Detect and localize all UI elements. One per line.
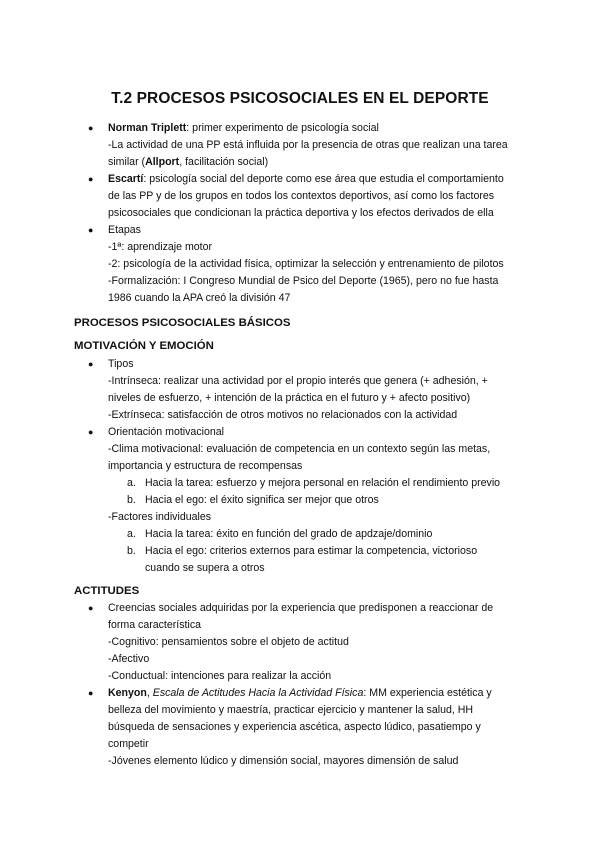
motiv-line: importancia y estructura de recompensas	[108, 460, 303, 472]
motiv-line: -Factores individuales	[108, 511, 212, 523]
term-allport: Allport	[145, 156, 180, 168]
allport-post: , facilitación social)	[179, 156, 269, 168]
actit-line: búsqueda de sensaciones y experiencia ascética, aspecto lúdico, pasatiempo y	[108, 721, 481, 733]
intro-line: de las PP y de los grupos en todos los contextos deportivos, así como los factores	[108, 190, 495, 202]
motiv-line: -Clima motivacional: evaluación de competencia en un contexto según las metas,	[108, 443, 491, 455]
section-heading: PROCESOS PSICOSOCIALES BÁSICOS	[74, 317, 291, 329]
bullet-icon: ●	[88, 174, 94, 184]
escarti-text: : psicología social del deporte como ese área que estudia el comportamiento	[143, 173, 504, 185]
triplett-text: : primer experimento de psicología social	[186, 122, 379, 134]
actit-line: forma característica	[108, 619, 202, 631]
intro-line: -2: psicología de la actividad física, optimizar la selección y entrenamiento de pilotos	[108, 258, 504, 270]
bullet-icon: ●	[88, 427, 94, 437]
actit-line: competir	[108, 738, 149, 750]
bullet-icon: ●	[88, 688, 94, 698]
kenyon-sep: ,	[146, 687, 153, 699]
actit-line: belleza del movimiento y maestría, practicar ejercicio y mantener la salud, HH	[108, 704, 474, 716]
list-number: b.	[127, 545, 136, 557]
list-number: b.	[127, 494, 136, 506]
motiv-tipos: Tipos	[108, 358, 134, 370]
intro-escarti	[108, 172, 504, 186]
sub-item: Hacia el ego: criterios externos para estimar la competencia, victorioso	[145, 545, 478, 557]
intro-triplett	[108, 121, 379, 135]
term-triplett: Norman Triplett	[108, 122, 187, 134]
bullet-icon: ●	[88, 359, 94, 369]
intro-line: -La actividad de una PP está influida por la presencia de otras que realizan una tarea	[108, 139, 508, 151]
section-heading: MOTIVACIÓN Y EMOCIÓN	[74, 340, 214, 352]
actit-line: -Conductual: intenciones para realizar la acción	[108, 670, 332, 682]
term-escarti: Escartí	[108, 173, 144, 185]
motiv-line: -Intrínseca: realizar una actividad por el propio interés que genera (+ adhesión, +	[108, 375, 488, 387]
kenyon-scale-title: Escala de Actitudes Hacia la Actividad Física	[152, 687, 364, 699]
bullet-icon: ●	[88, 225, 94, 235]
actit-line: -Jóvenes elemento lúdico y dimensión social, mayores dimensión de salud	[108, 755, 459, 767]
motiv-line: niveles de esfuerzo, + intención de la práctica en el futuro y + afecto positivo)	[108, 392, 471, 404]
sub-item-cont: cuando se supera a otros	[145, 562, 265, 574]
sub-item: Hacia el ego: el éxito significa ser mejor que otros	[145, 494, 379, 506]
kenyon-text: : MM experiencia estética y	[363, 687, 492, 699]
actit-creencias: Creencias sociales adquiridas por la experiencia que predisponen a reaccionar de	[108, 602, 494, 614]
sub-item: Hacia la tarea: éxito en función del grado de apdzaje/dominio	[145, 528, 433, 540]
intro-allport-line	[108, 155, 268, 169]
actit-kenyon	[108, 686, 492, 700]
intro-line: psicosociales que condicionan la práctica deportiva y los efectos derivados de ella	[108, 207, 494, 219]
list-number: a.	[127, 477, 136, 489]
list-number: a.	[127, 528, 136, 540]
intro-line: -1ª: aprendizaje motor	[108, 241, 213, 253]
sub-item: Hacia la tarea: esfuerzo y mejora personal en relación el rendimiento previo	[145, 477, 501, 489]
page-title: T.2 PROCESOS PSICOSOCIALES EN EL DEPORTE	[111, 90, 489, 107]
intro-line: -Formalización: I Congreso Mundial de Psico del Deporte (1965), pero no fue hasta	[108, 275, 499, 287]
intro-etapas: Etapas	[108, 224, 141, 236]
motiv-line: -Extrínseca: satisfacción de otros motivos no relacionados con la actividad	[108, 409, 458, 421]
section-heading: ACTITUDES	[74, 585, 140, 597]
intro-line: 1986 cuando la APA creó la división 47	[108, 292, 291, 304]
bullet-icon: ●	[88, 123, 94, 133]
motiv-orientacion: Orientación motivacional	[108, 426, 224, 438]
actit-line: -Cognitivo: pensamientos sobre el objeto de actitud	[108, 636, 349, 648]
allport-pre: similar (	[108, 156, 146, 168]
bullet-icon: ●	[88, 603, 94, 613]
actit-line: -Afectivo	[108, 653, 150, 665]
term-kenyon: Kenyon	[108, 687, 147, 699]
